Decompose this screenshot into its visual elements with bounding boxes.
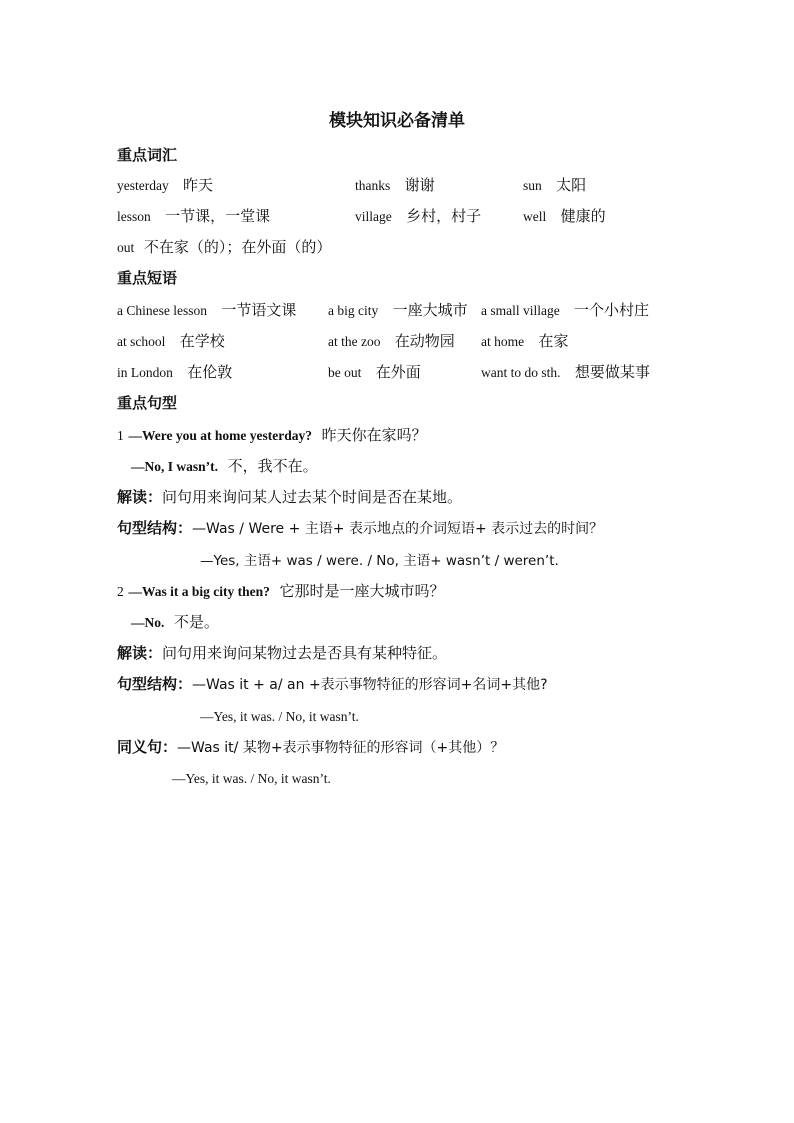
phrase-text: at home	[481, 334, 525, 349]
explanation-text: 问句用来询问某人过去某个时间是否在某地。	[162, 488, 463, 506]
phrase-meaning: 想要做某事	[574, 363, 650, 381]
structure-answer: —Yes, 主语+ was / were. / No, 主语+ wasn’t / weren’t.	[200, 553, 559, 569]
vocab-entry	[117, 237, 331, 258]
phrase-text: want to do sth.	[481, 365, 561, 380]
vocab-meaning: 健康的	[560, 207, 606, 225]
vocab-word: lesson	[117, 209, 151, 224]
phrase-entry	[117, 300, 296, 321]
structure-question: —Was / Were + 主语+ 表示地点的介词短语+ 表示过去的时间？	[192, 521, 604, 537]
pattern-answer-en: —No, I wasn’t.	[131, 459, 219, 474]
vocab-entry	[355, 175, 435, 196]
pattern-answer-zh: 不是。	[173, 613, 219, 631]
structure-label: 句型结构：	[117, 675, 193, 693]
phrase-entry	[328, 362, 421, 383]
vocab-heading: 重点词汇	[117, 146, 178, 164]
phrases-heading: 重点短语	[117, 269, 178, 287]
synonym-answer: —Yes, it was. / No, it wasn’t.	[172, 771, 331, 786]
vocab-entry	[117, 175, 213, 196]
explanation-label: 解读：	[117, 488, 163, 506]
phrase-text: a Chinese lesson	[117, 303, 207, 318]
pattern-2-synonym-answer	[172, 768, 331, 789]
explanation-text: 问句用来询问某物过去是否具有某种特征。	[162, 644, 448, 662]
phrase-entry	[481, 300, 649, 321]
vocab-entry	[355, 206, 481, 227]
phrase-entry	[117, 331, 225, 352]
pattern-1-structure-answer	[200, 550, 559, 571]
vocab-meaning: 乡村，村子	[406, 207, 482, 225]
pattern-2-synonym	[117, 737, 504, 758]
phrase-meaning: 一个小村庄	[574, 301, 650, 319]
phrase-entry	[117, 362, 232, 383]
phrase-entry	[328, 300, 468, 321]
phrase-text: a big city	[328, 303, 379, 318]
phrase-meaning: 在动物园	[394, 332, 455, 350]
pattern-question-en: —Were you at home yesterday?	[128, 428, 313, 443]
vocab-word: village	[355, 209, 392, 224]
pattern-question-zh: 它那时是一座大城市吗？	[279, 582, 445, 600]
page-title: 模块知识必备清单	[329, 111, 465, 131]
vocab-meaning: 昨天	[183, 176, 214, 194]
vocab-meaning: 谢谢	[404, 176, 435, 194]
phrase-meaning: 在伦敦	[187, 363, 233, 381]
pattern-question-en: —Was it a big city then?	[128, 584, 270, 599]
vocab-word: thanks	[355, 178, 391, 193]
phrase-text: in London	[117, 365, 173, 380]
structure-label: 句型结构：	[117, 519, 193, 537]
pattern-2-answer	[131, 612, 219, 633]
patterns-heading: 重点句型	[117, 394, 178, 412]
phrase-text: a small village	[481, 303, 560, 318]
vocab-meaning: 不在家（的）；在外面（的）	[143, 238, 332, 256]
pattern-1-structure	[117, 518, 603, 539]
structure-question: —Was it + a/ an +表示事物特征的形容词+名词+其他?	[192, 677, 548, 693]
phrase-meaning: 在学校	[179, 332, 225, 350]
pattern-number: 2	[117, 584, 124, 599]
phrase-text: at the zoo	[328, 334, 381, 349]
phrase-meaning: 在外面	[375, 363, 421, 381]
pattern-2-explanation	[117, 643, 447, 663]
pattern-1-answer	[131, 456, 318, 477]
vocab-meaning: 太阳	[556, 176, 587, 194]
pattern-number: 1	[117, 428, 124, 443]
vocab-word: sun	[523, 178, 542, 193]
pattern-1-explanation	[117, 487, 462, 507]
pattern-2-question	[117, 581, 444, 602]
phrase-text: at school	[117, 334, 166, 349]
phrase-entry	[481, 362, 650, 383]
vocab-word: out	[117, 240, 135, 255]
phrase-meaning: 一节语文课	[221, 301, 297, 319]
synonym-label: 同义句：	[117, 738, 178, 756]
vocab-entry	[523, 206, 606, 227]
pattern-answer-en: —No.	[131, 615, 165, 630]
phrase-entry	[481, 331, 568, 352]
vocab-word: yesterday	[117, 178, 169, 193]
vocab-entry	[523, 175, 586, 196]
pattern-question-zh: 昨天你在家吗？	[321, 426, 427, 444]
phrase-text: be out	[328, 365, 362, 380]
structure-answer: —Yes, it was. / No, it wasn’t.	[200, 709, 359, 724]
pattern-2-structure	[117, 674, 548, 695]
vocab-meaning: 一节课，一堂课	[165, 207, 271, 225]
synonym-question: —Was it/ 某物+表示事物特征的形容词（+其他）？	[177, 740, 505, 756]
phrase-entry	[328, 331, 455, 352]
vocab-word: well	[523, 209, 547, 224]
pattern-1-question	[117, 425, 427, 446]
vocab-entry	[117, 206, 270, 227]
pattern-2-structure-answer	[200, 706, 359, 727]
phrase-meaning: 一座大城市	[392, 301, 468, 319]
phrase-meaning: 在家	[538, 332, 569, 350]
pattern-answer-zh: 不，我不在。	[227, 457, 318, 475]
explanation-label: 解读：	[117, 644, 163, 662]
